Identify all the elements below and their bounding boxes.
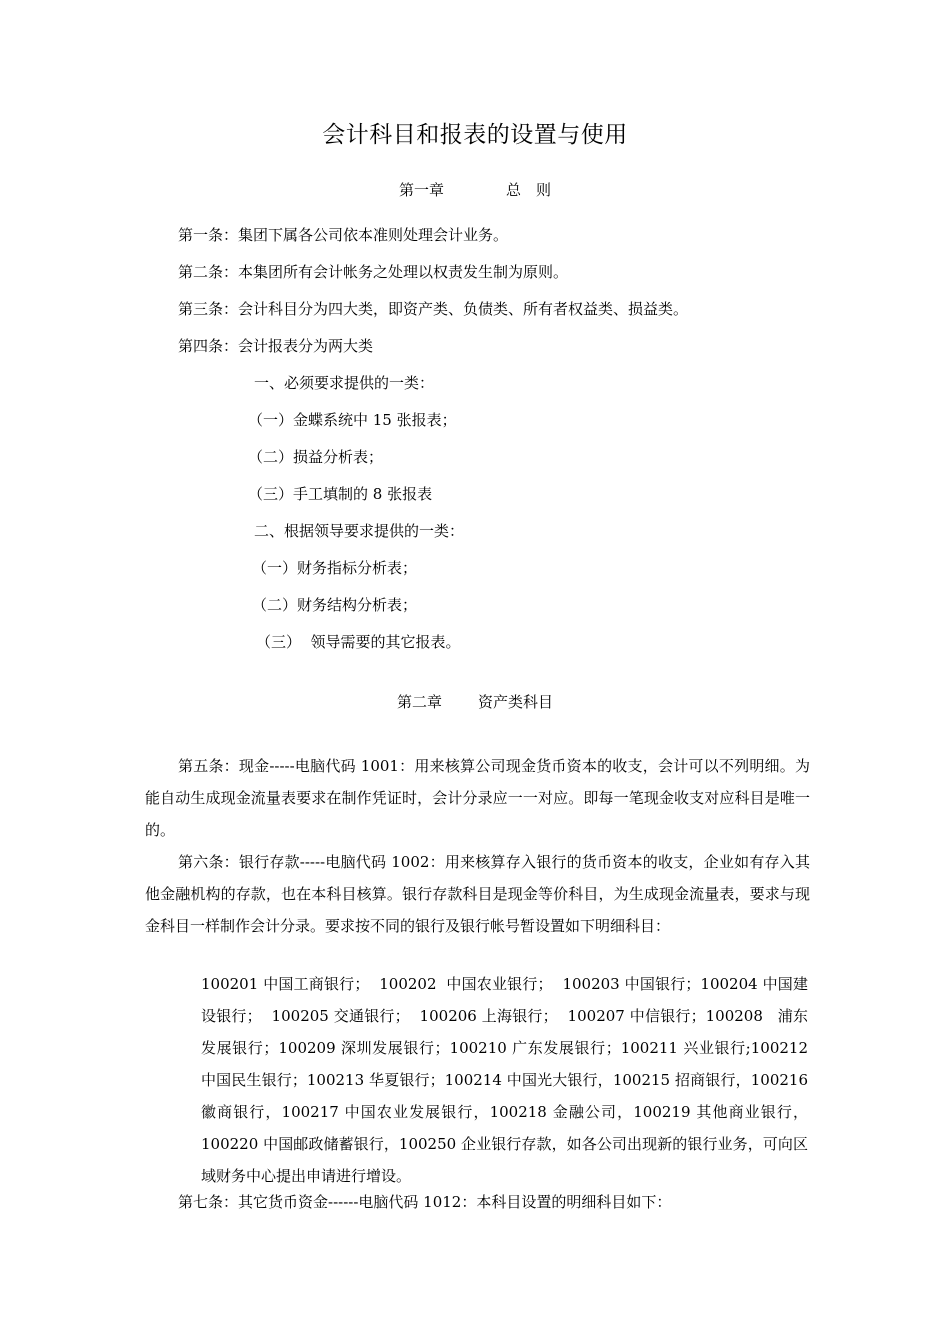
report-item-1-3: （三）手工填制的 8 张报表 xyxy=(248,485,433,503)
article-4: 第四条：会计报表分为两大类 xyxy=(178,337,374,355)
chapter-1-number: 第一章 xyxy=(398,181,444,199)
report-item-1-2: （二）损益分析表； xyxy=(248,448,384,466)
chapter-1-heading xyxy=(0,178,950,202)
document-title: 会计科目和报表的设置与使用 xyxy=(322,122,628,148)
article-3: 第三条：会计科目分为四大类，即资产类、负债类、所有者权益类、损益类。 xyxy=(178,300,689,318)
article-5: 第五条：现金-----电脑代码 1001：用来核算公司现金货币资本的收支，会计可以不列明细。为能自动生成现金流量表要求在制作凭证时，会计分录应一一对应。即每一笔现金收支对应科目是唯一的。 xyxy=(145,757,810,839)
report-category-1: 一、必须要求提供的一类： xyxy=(254,374,435,392)
report-item-2-3: （三） 领导需要的其它报表。 xyxy=(256,633,461,651)
chapter-2-number: 第二章 xyxy=(396,693,442,711)
chapter-2-heading xyxy=(0,690,950,714)
chapter-1-name: 总 则 xyxy=(506,181,552,199)
chapter-2-name: 资产类科目 xyxy=(478,693,554,711)
article-1: 第一条：集团下属各公司依本准则处理会计业务。 xyxy=(178,226,509,244)
report-category-2: 二、根据领导要求提供的一类： xyxy=(254,522,465,540)
report-item-2-2: （二）财务结构分析表； xyxy=(252,596,418,614)
bank-account-list: 100201 中国工商银行； 100202 中国农业银行； 100203 中国银行；100204 中国建设银行； 100205 交通银行； 100206 上海银行； 100207 中信银行；100208 浦东发展银行；100209 深圳发展银行；100210 广东发展银行；100211 兴业银行;100212 中国民生银行；100213 华夏银行；100214 中国光大银行，100215 招商银行，100216 徽商银行，100217 中国农业发展银行，100218 金融公司，100219 其他商业银行，100220 中国邮政储蓄银行，100250 企业银行存款，如各公司出现新的银行业务，可向区域财务中心提出申请进行增设。 xyxy=(201,975,813,1185)
report-item-1-1: （一）金蝶系统中 15 张报表； xyxy=(248,411,457,429)
article-2: 第二条：本集团所有会计帐务之处理以权责发生制为原则。 xyxy=(178,263,569,281)
article-7: 第七条：其它货币资金------电脑代码 1012：本科目设置的明细科目如下： xyxy=(178,1193,672,1211)
article-6: 第六条：银行存款-----电脑代码 1002：用来核算存入银行的货币资本的收支，企业如有存入其他金融机构的存款，也在本科目核算。银行存款科目是现金等价科目，为生成现金流量表，要求与现金科目一样制作会计分录。要求按不同的银行及银行帐号暂设置如下明细科目： xyxy=(145,853,810,935)
report-item-2-1: （一）财务指标分析表； xyxy=(252,559,418,577)
